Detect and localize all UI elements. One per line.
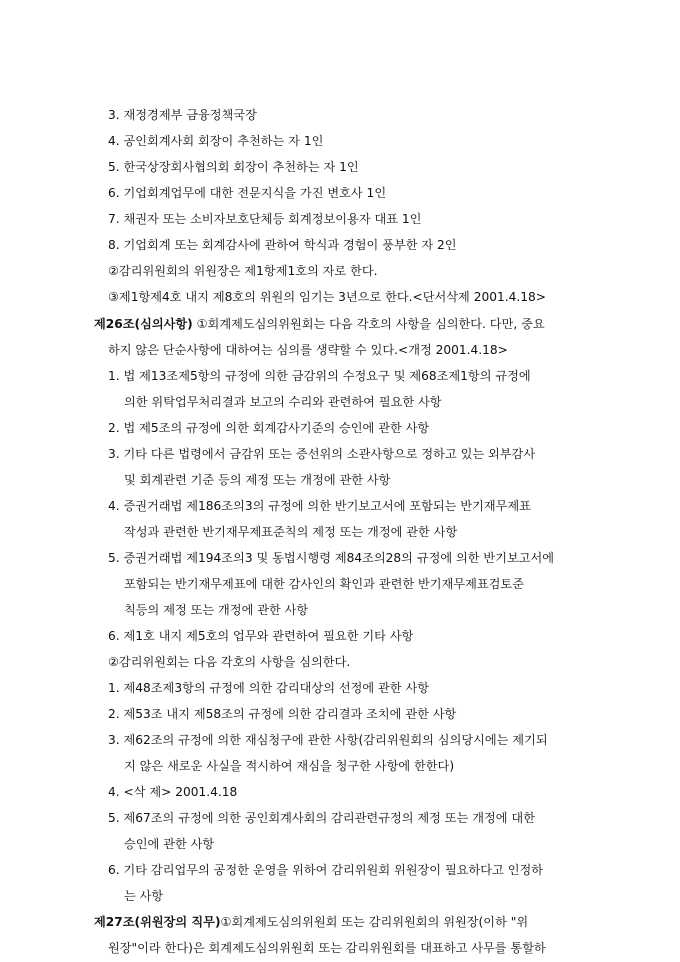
paragraph: 하지 않은 단순사항에 대하여는 심의를 생략할 수 있다.<개정 2001.4.18> — [108, 343, 508, 357]
list-item: 4. 증권거래법 제186조의3의 규정에 의한 반기보고서에 포함되는 반기재무제표 — [108, 499, 531, 513]
list-item: 는 사항 — [124, 889, 164, 903]
list-item: 작성과 관련한 반기재무제표준칙의 제정 또는 개정에 관한 사항 — [124, 525, 458, 539]
list-item: 승인에 관한 사항 — [124, 837, 215, 851]
list-item: 의한 위탁업무처리결과 보고의 수리와 관련하여 필요한 사항 — [124, 395, 442, 409]
list-item: 및 회계관련 기준 등의 제정 또는 개정에 관한 사항 — [124, 473, 391, 487]
list-item: 1. 법 제13조제5항의 규정에 의한 금감위의 수정요구 및 제68조제1항의 규정에 — [108, 369, 531, 383]
list-item: 5. 제67조의 규정에 의한 공인회계사회의 감리관련규정의 제정 또는 개정에 대한 — [108, 811, 535, 825]
paragraph: ①회계제도심의위원회는 다음 각호의 사항을 심의한다. 다만, 중요 — [192, 317, 545, 331]
list-item: 5. 한국상장회사협의회 회장이 추천하는 자 1인 — [108, 160, 359, 174]
list-item: 5. 증권거래법 제194조의3 및 동법시행령 제84조의28의 규정에 의한 반기보고서에 — [108, 551, 555, 565]
article-heading: 제26조(심의사항) — [94, 317, 193, 331]
paragraph: ②감리위원회는 다음 각호의 사항을 심의한다. — [108, 655, 351, 669]
list-item: 4. <삭 제> 2001.4.18 — [108, 785, 238, 799]
paragraph: ①회계제도심의위원회 또는 감리위원회의 위원장(이하 "위 — [220, 915, 529, 929]
paragraph: ②감리위원회의 위원장은 제1항제1호의 자로 한다. — [108, 264, 378, 278]
list-item: 8. 기업회계 또는 회계감사에 관하여 학식과 경험이 풍부한 자 2인 — [108, 238, 457, 252]
list-item: 3. 제62조의 규정에 의한 재심청구에 관한 사항(감리위원회의 심의당시에는 제기되 — [108, 733, 548, 747]
list-item: 4. 공인회계사회 회장이 추천하는 자 1인 — [108, 134, 324, 148]
list-item: 7. 채권자 또는 소비자보호단체등 회계정보이용자 대표 1인 — [108, 212, 422, 226]
list-item: 2. 제53조 내지 제58조의 규정에 의한 감리결과 조치에 관한 사항 — [108, 707, 457, 721]
paragraph: ③제1항제4호 내지 제8호의 위원의 임기는 3년으로 한다.<단서삭제 2001.4.18> — [108, 290, 546, 304]
list-item: 3. 기타 다른 법령에서 금감위 또는 증선위의 소관사항으로 정하고 있는 외부감사 — [108, 447, 536, 461]
paragraph: 원장"이라 한다)은 회계제도심의위원회 또는 감리위원회를 대표하고 사무를 통할하 — [108, 941, 546, 955]
list-item: 칙등의 제정 또는 개정에 관한 사항 — [124, 603, 309, 617]
list-item: 3. 재정경제부 금융정책국장 — [108, 108, 257, 122]
list-item: 지 않은 새로운 사실을 적시하여 재심을 청구한 사항에 한한다) — [124, 759, 455, 773]
list-item: 포함되는 반기재무제표에 대한 감사인의 확인과 관련한 반기재무제표검토준 — [124, 577, 524, 591]
list-item: 2. 법 제5조의 규정에 의한 회계감사기준의 승인에 관한 사항 — [108, 421, 430, 435]
list-item: 6. 기타 감리업무의 공정한 운영을 위하여 감리위원회 위원장이 필요하다고 인정하 — [108, 863, 544, 877]
list-item: 1. 제48조제3항의 규정에 의한 감리대상의 선정에 관한 사항 — [108, 681, 430, 695]
list-item: 6. 제1호 내지 제5호의 업무와 관련하여 필요한 기타 사항 — [108, 629, 414, 643]
article-heading: 제27조(위원장의 직무) — [94, 915, 221, 929]
list-item: 6. 기업회계업무에 대한 전문지식을 가진 변호사 1인 — [108, 186, 387, 200]
